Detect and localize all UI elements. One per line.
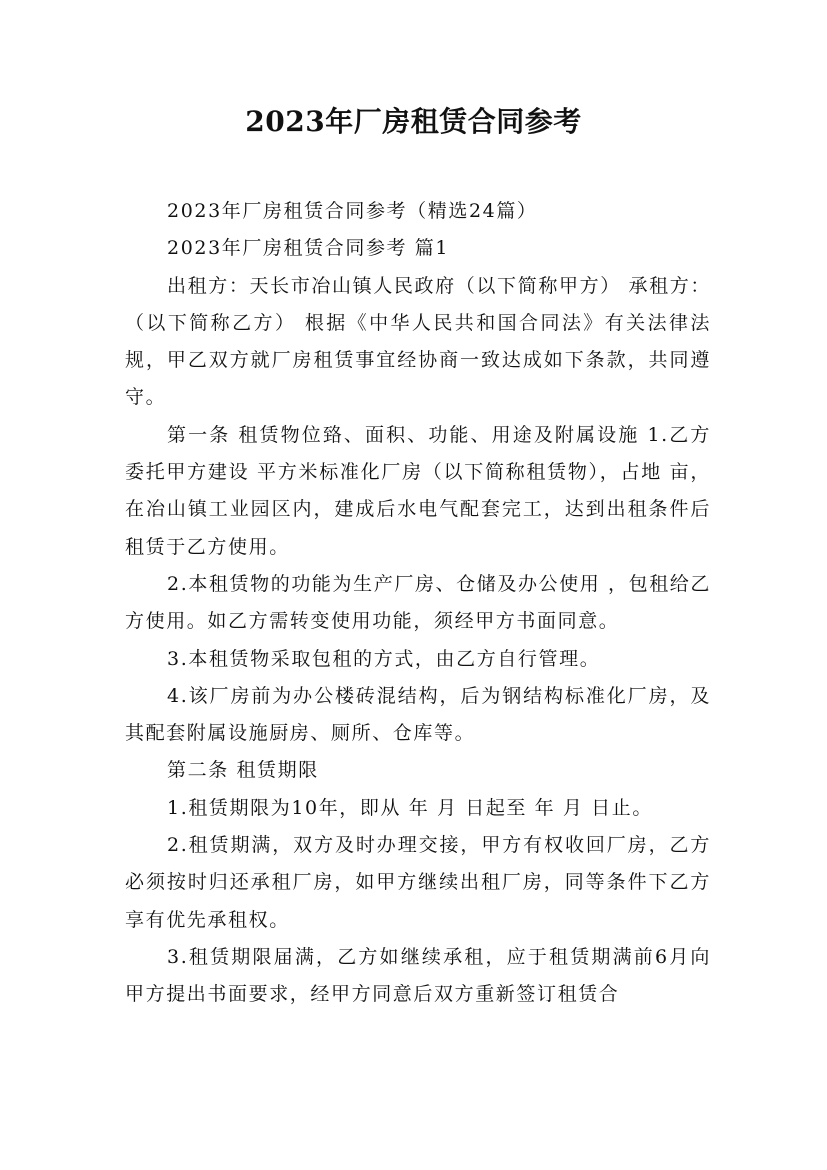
paragraph-section-heading: 2023年厂房租赁合同参考 篇1 [167,237,450,260]
paragraph-article-1: 第一条 租赁物位臵、面积、功能、用途及附属设施 1.乙方委托甲方建设 平方米标准化厂房（以下简称租赁物），占地 亩，在冶山镇工业园区内，建成后水电气配套完工，达到出租条件后租赁于乙方使用。 [125,423,711,558]
paragraph-article-1-item-2: 2.本租赁物的功能为生产厂房、仓储及办公使用 ，包租给乙方使用。如乙方需转变使用功能，须经甲方书面同意。 [125,572,711,633]
paragraph-article-1-item-4: 4.该厂房前为办公楼砖混结构，后为钢结构标准化厂房，及其配套附属设施厨房、厕所、仓库等。 [125,684,711,745]
paragraph-article-2-item-3: 3.租赁期限届满，乙方如继续承租，应于租赁期满前6月向甲方提出书面要求，经甲方同意后双方重新签订租赁合 [125,945,711,1006]
document-title: 2023年厂房租赁合同参考 [245,105,582,138]
paragraph-article-2-item-2: 2.租赁期满，双方及时办理交接，甲方有权收回厂房，乙方必须按时归还承租厂房，如甲方继续出租厂房，同等条件下乙方享有优先承租权。 [125,834,711,931]
paragraph-article-2-heading: 第二条 租赁期限 [167,759,319,782]
paragraph-parties: 出租方：天长市冶山镇人民政府（以下简称甲方） 承租方：（以下简称乙方） 根据《中华人民共和国合同法》有关法律法规，甲乙双方就厂房租赁事宜经协商一致达成如下条款，共同遵守。 [125,274,711,409]
paragraph-article-1-item-3: 3.本租赁物采取包租的方式，由乙方自行管理。 [167,647,601,670]
paragraph-subtitle: 2023年厂房租赁合同参考（精选24篇） [167,200,538,222]
paragraph-article-2-item-1: 1.租赁期限为10年，即从 年 月 日起至 年 月 日止。 [167,796,653,819]
document-body [125,193,711,1014]
